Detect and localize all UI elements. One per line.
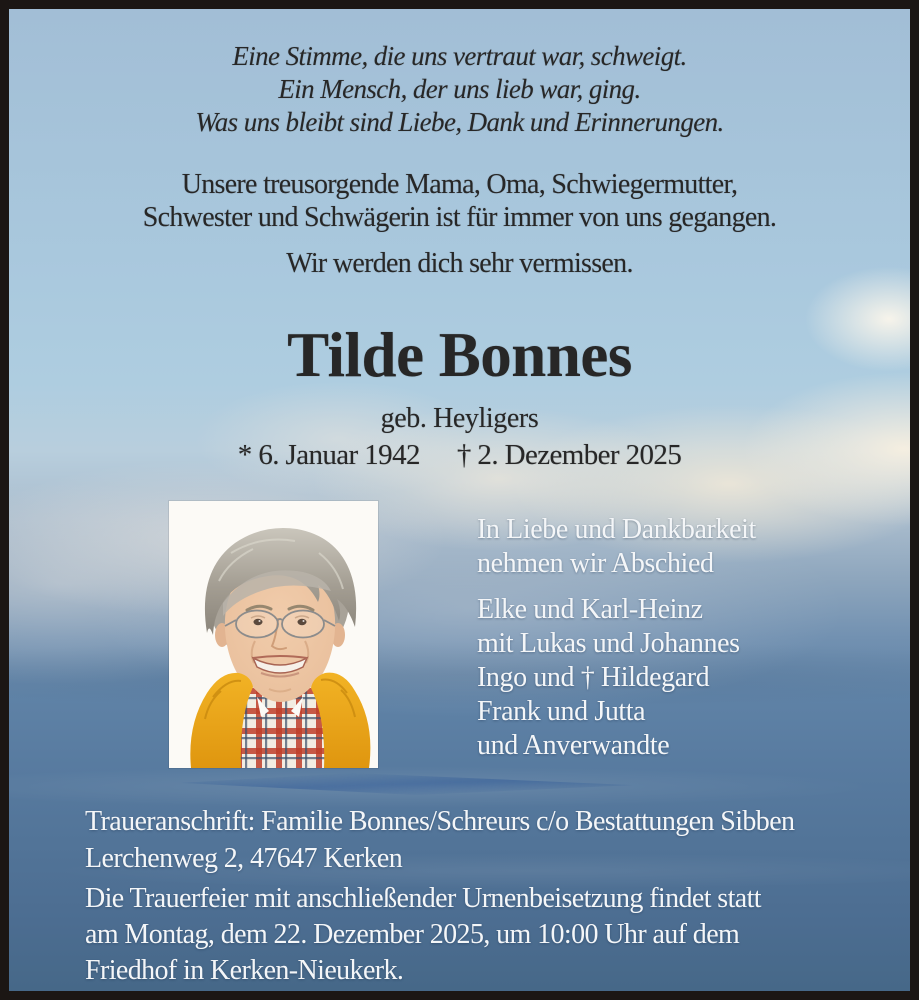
farewell-line-2: nehmen wir Abschied — [477, 548, 714, 579]
photo-reflection — [181, 773, 633, 795]
address-line-1: Traueranschrift: Familie Bonnes/Schreurs c/o Bestattungen Sibben — [85, 806, 795, 837]
sky-background — [9, 9, 910, 991]
mourners-list — [477, 593, 740, 763]
ceremony-info — [85, 881, 761, 989]
ceremony-line-3: Friedhof in Kerken-Nieukerk. — [85, 955, 404, 986]
portrait-illustration — [169, 501, 378, 768]
life-dates — [9, 439, 910, 472]
ceremony-line-2: am Montag, dem 22. Dezember 2025, um 10:00 Uhr auf dem — [85, 919, 740, 950]
death-date: † 2. Dezember 2025 — [456, 439, 682, 471]
farewell-text — [477, 513, 756, 581]
epigraph-line-3: Was uns bleibt sind Liebe, Dank und Erinnerungen. — [195, 107, 724, 137]
portrait-photo — [169, 501, 378, 768]
farewell-line-1: In Liebe und Dankbarkeit — [477, 514, 756, 545]
ceremony-line-1: Die Trauerfeier mit anschließender Urnenbeisetzung findet statt — [85, 883, 761, 914]
mourner-line-2: mit Lukas und Johannes — [477, 628, 740, 659]
address-line-2: Lerchenweg 2, 47647 Kerken — [85, 843, 403, 874]
mourner-line-3: Ingo und † Hildegard — [477, 662, 710, 693]
mourning-address — [85, 803, 794, 877]
mourner-line-4: Frank und Jutta — [477, 696, 646, 727]
intro-line-1: Unsere treusorgende Mama, Oma, Schwiegermutter, — [181, 169, 738, 200]
mourner-line-5: und Anverwandte — [477, 730, 670, 761]
epigraph — [9, 40, 910, 139]
deceased-name: Tilde Bonnes — [287, 320, 632, 390]
mourner-line-1: Elke und Karl-Heinz — [477, 594, 703, 625]
birth-date: * 6. Januar 1942 — [237, 439, 420, 471]
intro-line-2: Schwester und Schwägerin ist für immer von uns gegangen. — [142, 202, 777, 233]
missing-line: Wir werden dich sehr vermissen. — [286, 248, 633, 279]
intro-text — [9, 168, 910, 234]
epigraph-line-2: Ein Mensch, der uns lieb war, ging. — [278, 74, 641, 104]
epigraph-line-1: Eine Stimme, die uns vertraut war, schweigt. — [232, 41, 687, 71]
maiden-name: geb. Heyligers — [380, 403, 539, 434]
